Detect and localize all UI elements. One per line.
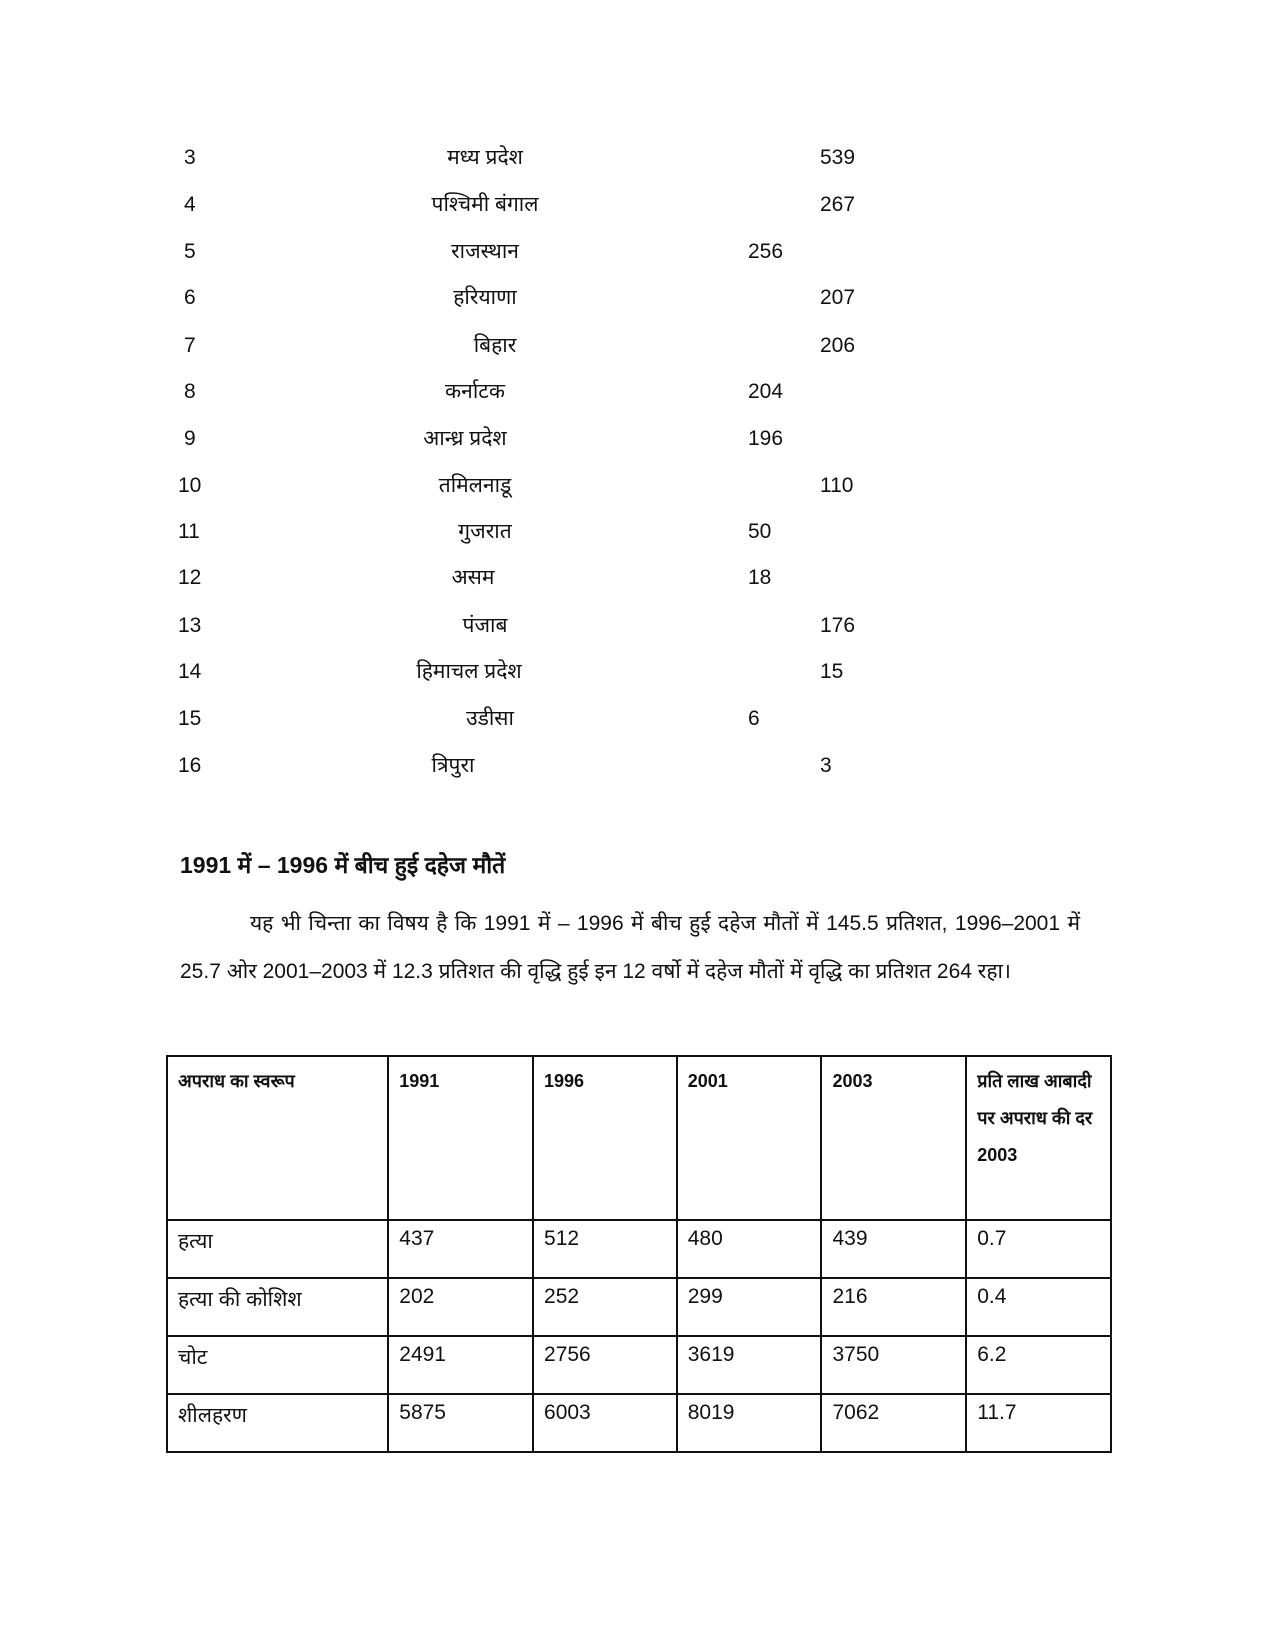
body-paragraph: यह भी चिन्ता का विषय है कि 1991 में – 1996 में बीच हुई दहेज मौतों में 145.5 प्रतिशत, 1996–2001 में 25.7 ओर 2001–2003 में 12.3 प्रतिशत की वृद्धि हुई इन 12 वर्षो में दहेज मौतों में वृद्धि का प्रतिशत 264 रहा। — [180, 912, 1080, 983]
state-value: 267 — [820, 193, 856, 216]
state-name: पश्चिमी बंगाल — [431, 193, 539, 216]
serial-number: 3 — [184, 146, 196, 169]
list-item — [0, 471, 1275, 501]
serial-number: 5 — [184, 240, 196, 263]
table-cell: 5875 — [388, 1394, 533, 1452]
table-header-row — [167, 1056, 1111, 1220]
column-header: 1991 — [388, 1056, 533, 1220]
table-cell: 0.7 — [966, 1220, 1111, 1278]
state-value: 176 — [820, 614, 856, 637]
section-heading: 1991 में – 1996 में बीच हुई दहेज मौतें — [180, 852, 506, 878]
list-item — [0, 424, 1275, 454]
state-name: पंजाब — [462, 614, 508, 637]
state-name: तमिलनाडू — [438, 474, 512, 497]
serial-number: 14 — [178, 660, 202, 683]
state-name: कर्नाटक — [445, 380, 505, 403]
state-value: 206 — [820, 334, 856, 357]
list-item — [0, 517, 1275, 547]
state-name: बिहार — [473, 334, 517, 357]
serial-number: 11 — [178, 520, 200, 543]
state-name: राजस्थान — [451, 240, 519, 263]
state-name: हिमाचल प्रदेश — [416, 660, 522, 683]
state-value: 207 — [820, 286, 856, 309]
state-name: त्रिपुरा — [431, 754, 475, 777]
table-cell: 202 — [388, 1278, 533, 1336]
table-cell: 2491 — [388, 1336, 533, 1394]
state-value: 256 — [748, 240, 784, 263]
table-cell: 6003 — [533, 1394, 677, 1452]
list-item — [0, 751, 1275, 781]
state-value: 196 — [748, 427, 784, 450]
crime-table — [166, 1055, 1112, 1453]
state-name: गुजरात — [458, 520, 512, 543]
list-item — [0, 283, 1275, 313]
table-cell: 6.2 — [966, 1336, 1111, 1394]
serial-number: 13 — [178, 614, 202, 637]
state-name: मध्य प्रदेश — [447, 146, 523, 169]
serial-number: 7 — [184, 334, 196, 357]
list-item — [0, 704, 1275, 734]
state-value: 110 — [820, 474, 854, 497]
table-cell: 11.7 — [966, 1394, 1111, 1452]
table-row — [167, 1394, 1111, 1452]
column-header: 2003 — [821, 1056, 966, 1220]
column-header: प्रति लाख आबादी पर अपराध की दर 2003 — [966, 1056, 1111, 1220]
serial-number: 6 — [184, 286, 196, 309]
list-item — [0, 237, 1275, 267]
list-item — [0, 377, 1275, 407]
serial-number: 16 — [178, 754, 202, 777]
list-item — [0, 143, 1275, 173]
table-cell: 437 — [388, 1220, 533, 1278]
table-row — [167, 1220, 1111, 1278]
state-name: हरियाणा — [453, 286, 517, 309]
state-value: 50 — [748, 520, 772, 543]
list-item — [0, 190, 1275, 220]
list-item — [0, 331, 1275, 361]
serial-number: 10 — [178, 474, 202, 497]
serial-number: 4 — [184, 193, 196, 216]
state-value: 539 — [820, 146, 856, 169]
table-cell: 480 — [677, 1220, 822, 1278]
table-cell: चोट — [167, 1336, 388, 1394]
serial-number: 8 — [184, 380, 196, 403]
state-value: 15 — [820, 660, 844, 683]
table-row — [167, 1336, 1111, 1394]
state-value: 18 — [748, 566, 772, 589]
table-cell: 7062 — [821, 1394, 966, 1452]
table-cell: हत्या — [167, 1220, 388, 1278]
table-cell: 2756 — [533, 1336, 677, 1394]
table-cell: 439 — [821, 1220, 966, 1278]
state-name: आन्ध्र प्रदेश — [423, 427, 507, 450]
state-name: असम — [451, 566, 495, 589]
serial-number: 12 — [178, 566, 202, 589]
state-name: उडीसा — [466, 707, 514, 730]
state-value: 204 — [748, 380, 784, 403]
state-value: 3 — [820, 754, 832, 777]
column-header: 2001 — [677, 1056, 822, 1220]
column-header: 1996 — [533, 1056, 677, 1220]
table-cell: 299 — [677, 1278, 822, 1336]
state-value: 6 — [748, 707, 760, 730]
table-cell: 0.4 — [966, 1278, 1111, 1336]
list-item — [0, 657, 1275, 687]
serial-number: 9 — [184, 427, 196, 450]
table-cell: 216 — [821, 1278, 966, 1336]
list-item — [0, 563, 1275, 593]
table-cell: 252 — [533, 1278, 677, 1336]
column-header: अपराध का स्वरूप — [167, 1056, 388, 1220]
table-cell: हत्या की कोशिश — [167, 1278, 388, 1336]
table-row — [167, 1278, 1111, 1336]
table-cell: 3750 — [821, 1336, 966, 1394]
list-item — [0, 611, 1275, 641]
serial-number: 15 — [178, 707, 202, 730]
table-cell: 512 — [533, 1220, 677, 1278]
table-cell: 3619 — [677, 1336, 822, 1394]
table-cell: शीलहरण — [167, 1394, 388, 1452]
table-cell: 8019 — [677, 1394, 822, 1452]
